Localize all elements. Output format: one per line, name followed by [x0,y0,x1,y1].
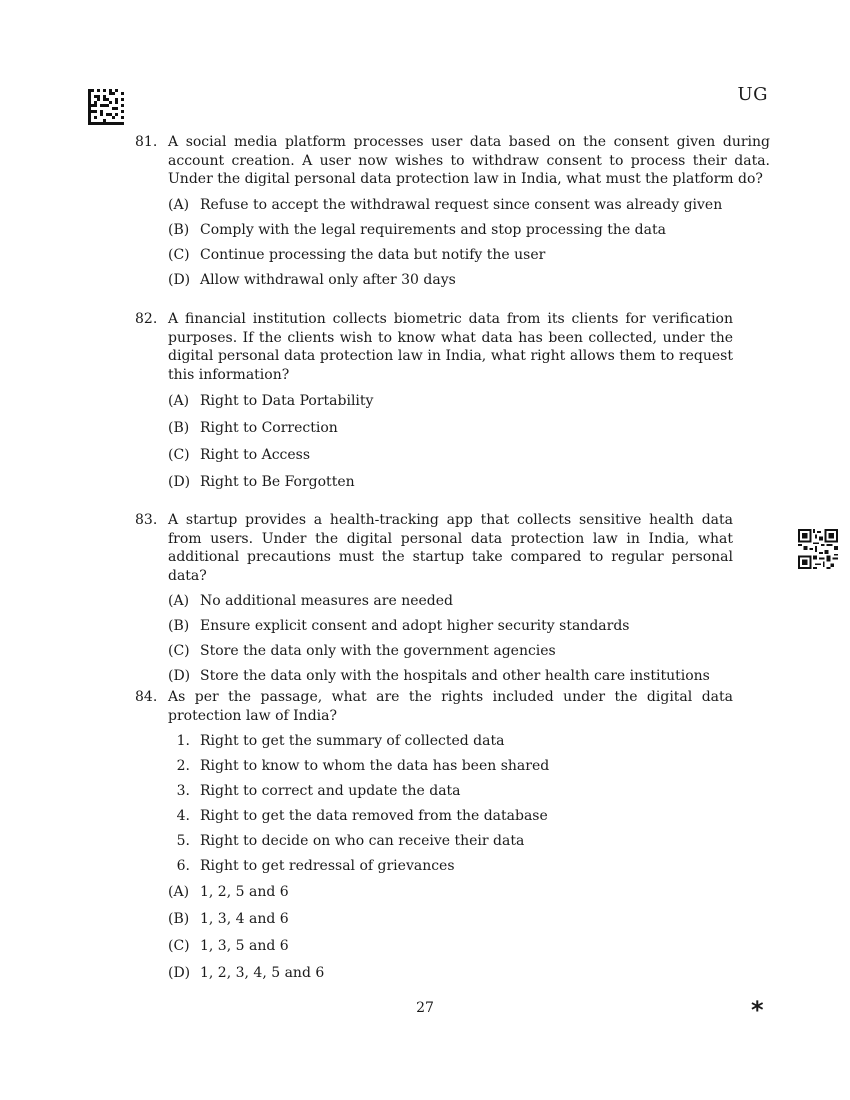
option-b [168,221,770,239]
option-text: Store the data only with the government agencies [200,643,556,659]
option-label: (A) [168,884,190,900]
option-b [168,419,770,437]
statement-text: Right to get redressal of grievances [200,858,455,874]
option-text: Allow withdrawal only after 30 days [200,271,456,288]
option-c [168,246,770,264]
option-text: 1, 2, 5 and 6 [200,884,289,900]
option-label: (C) [168,246,190,263]
option-text: Right to Data Portability [200,393,374,409]
question-text: A financial institution collects biometric data from its clients for verification purposes. If the clients wish to know what data has been collected, under the digital personal data protection law in India, what right allows them to request this information? [168,311,733,383]
statement-label: 5. [176,833,190,849]
question-text: A social media platform processes user data based on the consent given during account creation. A user now wishes to withdraw consent to process their data. Under the digital personal data protection law in India, what must the platform do? [168,134,770,187]
option-label: (A) [168,393,190,409]
option-b [168,910,770,928]
statement-text: Right to decide on who can receive their data [200,833,525,849]
paper-code-label: UG [737,84,768,105]
option-label: (B) [168,911,190,927]
question-text: As per the passage, what are the rights included under the digital data protection law of India? [168,689,733,724]
option-label: (D) [168,474,191,490]
question-84 [135,688,770,982]
option-d [168,271,770,289]
statement-4 [168,807,770,825]
statement-label: 2. [176,758,190,774]
option-a [168,592,770,610]
page-number: 27 [416,1000,434,1016]
option-text: No additional measures are needed [200,593,453,609]
datamatrix-code-icon [88,88,124,126]
option-text: Ensure explicit consent and adopt higher security standards [200,618,630,634]
statement-1 [168,732,770,750]
statement-text: Right to get the summary of collected data [200,733,505,749]
statement-text: Right to correct and update the data [200,783,461,799]
option-text: 1, 3, 5 and 6 [200,938,289,954]
question-82 [135,310,770,491]
question-number: 82. [135,311,158,327]
option-label: (B) [168,618,190,634]
option-text: Store the data only with the hospitals and other health care institutions [200,668,710,684]
option-text: Comply with the legal requirements and stop processing the data [200,221,666,238]
option-text: 1, 2, 3, 4, 5 and 6 [200,965,325,981]
statement-label: 4. [176,808,190,824]
option-label: (C) [168,447,190,463]
statement-text: Right to get the data removed from the database [200,808,548,824]
option-d [168,964,770,982]
option-a [168,392,770,410]
option-label: (C) [168,643,190,659]
option-label: (D) [168,271,191,288]
statement-text: Right to know to whom the data has been shared [200,758,550,774]
option-label: (A) [168,593,190,609]
option-label: (B) [168,221,190,238]
statement-label: 6. [176,858,190,874]
statement-label: 3. [176,783,190,799]
option-text: Right to Access [200,447,311,463]
option-label: (A) [168,196,190,213]
statement-label: 1. [176,733,190,749]
option-c [168,937,770,955]
option-label: (B) [168,420,190,436]
question-81 [135,133,770,289]
option-c [168,446,770,464]
option-a [168,883,770,901]
option-text: 1, 3, 4 and 6 [200,911,289,927]
question-text: A startup provides a health-tracking app that collects sensitive health data from users. Under the digital personal data protection law in India, what additional precautions must the startup take compared to regular personal data? [168,512,733,584]
question-number: 81. [135,134,158,150]
option-c [168,642,770,660]
statement-5 [168,832,770,850]
asterisk-mark: * [751,996,764,1024]
option-d [168,473,770,491]
option-label: (D) [168,668,191,684]
option-text: Right to Be Forgotten [200,474,355,490]
qr-code-icon [798,528,838,570]
question-number: 83. [135,512,158,528]
option-d [168,667,770,685]
question-83 [135,511,770,685]
option-b [168,617,770,635]
statement-6 [168,857,770,875]
question-number: 84. [135,689,158,705]
option-label: (C) [168,938,190,954]
option-label: (D) [168,965,191,981]
statement-3 [168,782,770,800]
option-text: Right to Correction [200,420,338,436]
option-a [168,196,770,214]
option-text: Refuse to accept the withdrawal request since consent was already given [200,196,723,213]
option-text: Continue processing the data but notify the user [200,246,546,263]
statement-2 [168,757,770,775]
